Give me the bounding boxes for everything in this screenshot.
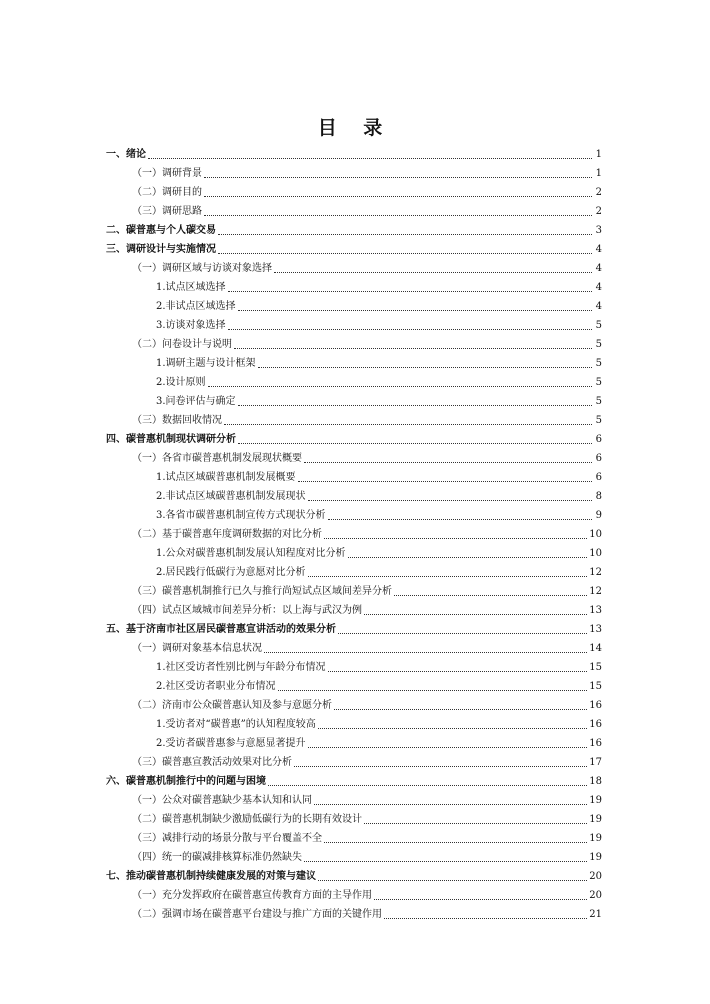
toc-entry-level2[interactable] (106, 181, 602, 200)
toc-page-number: 8 (595, 491, 602, 502)
dot-leader (274, 271, 592, 273)
table-of-contents (106, 143, 602, 922)
toc-entry-title: （一）公众对碳普惠缺少基本认知和认同 (132, 795, 312, 806)
toc-page-number: 2 (595, 187, 602, 198)
toc-entry-title: 五、基于济南市社区居民碳普惠宣讲活动的效果分析 (106, 624, 336, 635)
toc-entry-title: 二、碳普惠与个人碳交易 (106, 225, 216, 236)
toc-page-number: 9 (595, 510, 602, 521)
toc-entry-level2[interactable] (106, 447, 602, 466)
dot-leader (328, 670, 588, 672)
toc-entry-level2[interactable] (106, 409, 602, 428)
dot-leader (204, 214, 592, 216)
dot-leader (268, 784, 587, 786)
toc-page-number: 17 (589, 757, 602, 768)
toc-page-number: 6 (595, 472, 602, 483)
dot-leader (318, 727, 588, 729)
toc-entry-title: （三）调研思路 (132, 206, 202, 217)
toc-entry-level3[interactable] (106, 466, 602, 485)
toc-entry-title: （二）碳普惠机制缺少激励低碳行为的长期有效设计 (132, 814, 362, 825)
dot-leader (238, 404, 592, 406)
dot-leader (318, 879, 587, 881)
toc-page-number: 19 (589, 795, 602, 806)
toc-page-number: 20 (589, 890, 602, 901)
page-title: 目 录 (317, 117, 393, 139)
toc-entry-level3[interactable] (106, 561, 602, 580)
dot-leader (264, 651, 587, 653)
toc-entry-level3[interactable] (106, 504, 602, 523)
toc-entry-title: （一）调研对象基本信息状况 (132, 643, 262, 654)
toc-entry-title: （一）调研背景 (132, 168, 202, 179)
dot-leader (324, 537, 587, 539)
toc-entry-level1[interactable] (106, 219, 602, 238)
toc-page-number: 1 (595, 168, 602, 179)
dot-leader (384, 917, 587, 919)
toc-entry-level2[interactable] (106, 694, 602, 713)
toc-entry-level1[interactable] (106, 238, 602, 257)
toc-entry-title: 1.试点区域碳普惠机制发展概要 (156, 472, 296, 483)
toc-entry-title: 四、碳普惠机制现状调研分析 (106, 434, 236, 445)
toc-page-number: 5 (595, 358, 602, 369)
toc-page-number: 5 (595, 415, 602, 426)
toc-entry-level2[interactable] (106, 523, 602, 542)
toc-entry-title: 1.受访者对“碳普惠”的认知程度较高 (156, 719, 316, 730)
toc-entry-level1[interactable] (106, 770, 602, 789)
toc-page-number: 16 (589, 719, 602, 730)
toc-page-number: 4 (595, 263, 602, 274)
dot-leader (218, 252, 592, 254)
toc-entry-title: 三、调研设计与实施情况 (106, 244, 216, 255)
dot-leader (234, 347, 592, 349)
dot-leader (298, 480, 592, 482)
dot-leader (314, 803, 587, 805)
toc-page-number: 15 (589, 662, 602, 673)
toc-entry-title: 2.非试点区域选择 (156, 301, 236, 312)
toc-page-number: 13 (589, 605, 602, 616)
toc-entry-level3[interactable] (106, 485, 602, 504)
toc-entry-title: （三）数据回收情况 (132, 415, 222, 426)
toc-entry-level2[interactable] (106, 580, 602, 599)
toc-entry-title: （一）各省市碳普惠机制发展现状概要 (132, 453, 302, 464)
toc-entry-title: 2.受访者碳普惠参与意愿显著提升 (156, 738, 306, 749)
dot-leader (304, 461, 592, 463)
toc-entry-title: （二）调研目的 (132, 187, 202, 198)
dot-leader (278, 689, 588, 691)
toc-page-number: 10 (589, 529, 602, 540)
dot-leader (364, 613, 587, 615)
toc-entry-level3[interactable] (106, 352, 602, 371)
dot-leader (308, 746, 588, 748)
toc-entry-title: 1.社区受访者性别比例与年龄分布情况 (156, 662, 326, 673)
toc-entry-level2[interactable] (106, 808, 602, 827)
toc-page-number: 4 (595, 244, 602, 255)
dot-leader (334, 708, 587, 710)
dot-leader (338, 632, 587, 634)
toc-page-number: 16 (589, 700, 602, 711)
toc-entry-title: 2.居民践行低碳行为意愿对比分析 (156, 567, 306, 578)
toc-entry-level1[interactable] (106, 143, 602, 162)
toc-page-number: 15 (589, 681, 602, 692)
dot-leader (364, 822, 587, 824)
toc-page-number: 12 (589, 567, 602, 578)
toc-page-number: 2 (595, 206, 602, 217)
toc-entry-level3[interactable] (106, 371, 602, 390)
toc-page-number: 21 (589, 909, 602, 920)
toc-entry-level2[interactable] (106, 827, 602, 846)
toc-entry-title: 2.设计原则 (156, 377, 206, 388)
dot-leader (394, 594, 587, 596)
toc-entry-title: 3.访谈对象选择 (156, 320, 226, 331)
toc-page-number: 6 (595, 434, 602, 445)
toc-page-number: 19 (589, 833, 602, 844)
toc-entry-level2[interactable] (106, 884, 602, 903)
toc-entry-level2[interactable] (106, 599, 602, 618)
toc-entry-title: 2.社区受访者职业分布情况 (156, 681, 276, 692)
toc-entry-title: 1.调研主题与设计框架 (156, 358, 256, 369)
toc-entry-level1[interactable] (106, 428, 602, 447)
toc-page-number: 13 (589, 624, 602, 635)
toc-page-number: 5 (595, 339, 602, 350)
toc-page-number: 18 (589, 776, 602, 787)
toc-entry-level2[interactable] (106, 637, 602, 656)
toc-entry-level3[interactable] (106, 656, 602, 675)
dot-leader (238, 309, 592, 311)
toc-entry-title: 一、绪论 (106, 149, 146, 160)
toc-entry-title: （三）碳普惠宣教活动效果对比分析 (132, 757, 292, 768)
dot-leader (324, 841, 587, 843)
toc-entry-level3[interactable] (106, 675, 602, 694)
toc-page-number: 19 (589, 814, 602, 825)
toc-entry-level2[interactable] (106, 257, 602, 276)
toc-entry-level3[interactable] (106, 542, 602, 561)
dot-leader (218, 233, 592, 235)
toc-entry-level1[interactable] (106, 865, 602, 884)
toc-entry-title: （二）基于碳普惠年度调研数据的对比分析 (132, 529, 322, 540)
toc-entry-title: （三）减排行动的场景分散与平台覆盖不全 (132, 833, 322, 844)
toc-page-number: 4 (595, 301, 602, 312)
toc-page-number: 5 (595, 377, 602, 388)
toc-entry-title: 六、碳普惠机制推行中的问题与困境 (106, 776, 266, 787)
dot-leader (228, 290, 592, 292)
toc-entry-level1[interactable] (106, 618, 602, 637)
toc-entry-title: （二）问卷设计与说明 (132, 339, 232, 350)
dot-leader (208, 385, 592, 387)
toc-page-number: 19 (589, 852, 602, 863)
dot-leader (148, 157, 592, 159)
dot-leader (308, 575, 588, 577)
toc-entry-level2[interactable] (106, 846, 602, 865)
dot-leader (258, 366, 592, 368)
toc-entry-level3[interactable] (106, 713, 602, 732)
toc-page-number: 3 (595, 225, 602, 236)
toc-entry-level2[interactable] (106, 200, 602, 219)
dot-leader (228, 328, 592, 330)
toc-entry-level3[interactable] (106, 732, 602, 751)
dot-leader (224, 423, 592, 425)
toc-entry-title: 1.公众对碳普惠机制发展认知程度对比分析 (156, 548, 346, 559)
toc-entry-title: （四）统一的碳减排核算标准仍然缺失 (132, 852, 302, 863)
toc-entry-level3[interactable] (106, 276, 602, 295)
toc-page-number: 14 (589, 643, 602, 654)
dot-leader (374, 898, 587, 900)
toc-entry-title: 3.各省市碳普惠机制宣传方式现状分析 (156, 510, 326, 521)
toc-entry-level3[interactable] (106, 295, 602, 314)
toc-entry-level2[interactable] (106, 162, 602, 181)
toc-entry-title: （一）调研区域与访谈对象选择 (132, 263, 272, 274)
toc-entry-title: 1.试点区域选择 (156, 282, 226, 293)
toc-page-number: 4 (595, 282, 602, 293)
dot-leader (204, 195, 592, 197)
dot-leader (238, 442, 592, 444)
dot-leader (294, 765, 587, 767)
toc-entry-level2[interactable] (106, 333, 602, 352)
dot-leader (204, 176, 592, 178)
dot-leader (328, 518, 592, 520)
toc-page-number: 5 (595, 396, 602, 407)
toc-entry-level3[interactable] (106, 314, 602, 333)
toc-entry-title: （二）济南市公众碳普惠认知及参与意愿分析 (132, 700, 332, 711)
toc-entry-title: 3.问卷评估与确定 (156, 396, 236, 407)
toc-entry-level2[interactable] (106, 751, 602, 770)
toc-entry-level2[interactable] (106, 789, 602, 808)
toc-entry-title: （四）试点区域城市间差异分析：以上海与武汉为例 (132, 605, 362, 616)
toc-page-number: 1 (595, 149, 602, 160)
toc-entry-title: 七、推动碳普惠机制持续健康发展的对策与建议 (106, 871, 316, 882)
toc-page-number: 6 (595, 453, 602, 464)
toc-page-number: 12 (589, 586, 602, 597)
toc-page-number: 10 (589, 548, 602, 559)
dot-leader (304, 860, 587, 862)
toc-page-number: 5 (595, 320, 602, 331)
dot-leader (348, 556, 588, 558)
toc-entry-level3[interactable] (106, 390, 602, 409)
dot-leader (308, 499, 592, 501)
toc-entry-title: （二）强调市场在碳普惠平台建设与推广方面的关键作用 (132, 909, 382, 920)
toc-entry-level2[interactable] (106, 903, 602, 922)
toc-page-number: 16 (589, 738, 602, 749)
toc-entry-title: 2.非试点区域碳普惠机制发展现状 (156, 491, 306, 502)
toc-page-number: 20 (589, 871, 602, 882)
toc-entry-title: （三）碳普惠机制推行已久与推行尚短试点区域间差异分析 (132, 586, 392, 597)
toc-entry-title: （一）充分发挥政府在碳普惠宣传教育方面的主导作用 (132, 890, 372, 901)
